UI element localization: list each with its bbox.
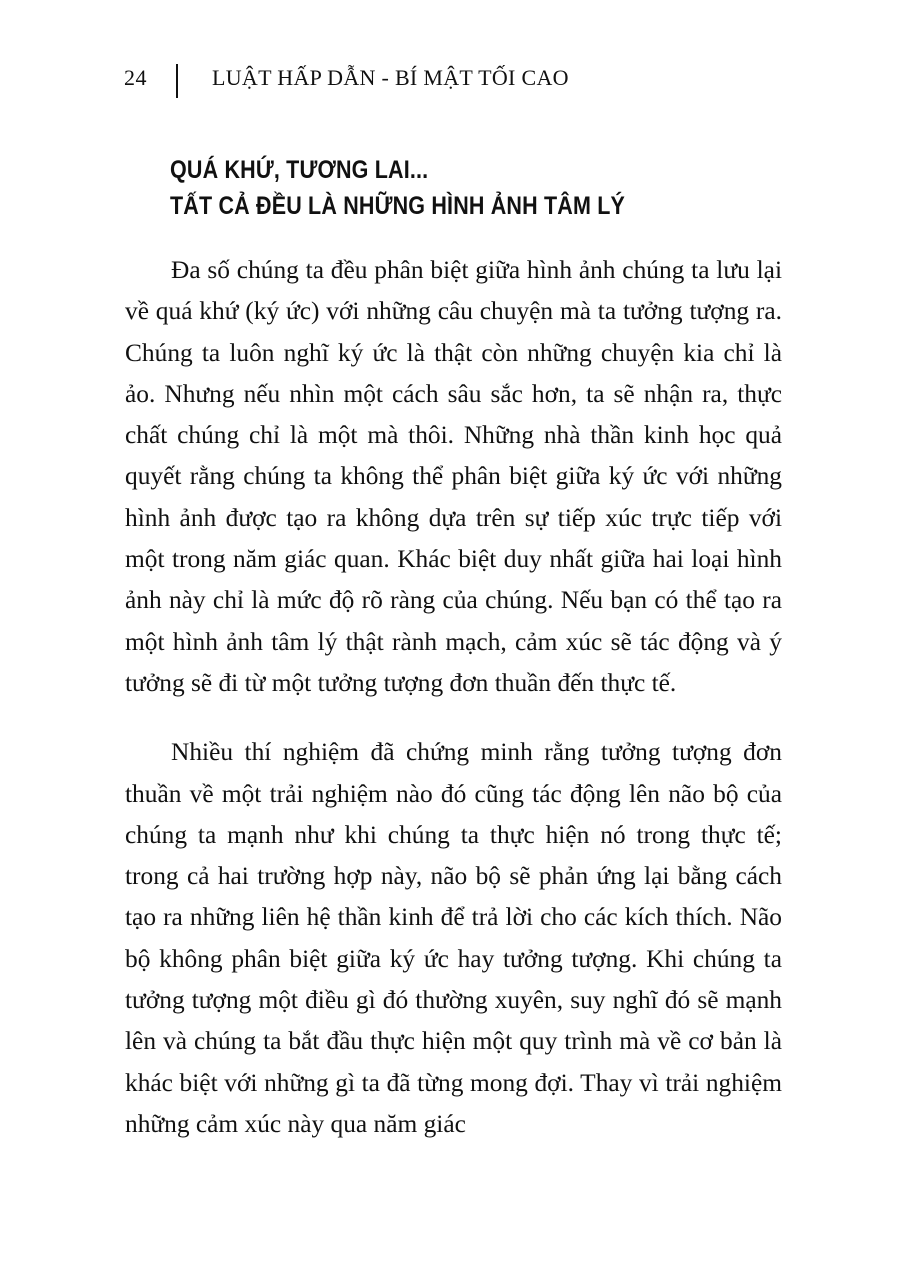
page-number: 24 [124,65,147,90]
section-heading-line-1: QUÁ KHỨ, TƯƠNG LAI... [170,156,429,184]
body-text [125,250,782,1145]
header-divider [176,64,178,98]
paragraph-1: Đa số chúng ta đều phân biệt giữa hình ảnh chúng ta lưu lại về quá khứ (ký ức) với những câu chuyện mà ta tưởng tượng ra. Chúng ta luôn nghĩ ký ức là thật còn những chuyện kia chỉ là ảo. Nhưng nếu nhìn một cách sâu sắc hơn, ta sẽ nhận ra, thực chất chúng chỉ là một mà thôi. Những nhà thần kinh học quả quyết rằng chúng ta không thể phân biệt giữa ký ức với những hình ảnh được tạo ra không dựa trên sự tiếp xúc trực tiếp với một trong năm giác quan. Khác biệt duy nhất giữa hai loại hình ảnh này chỉ là mức độ rõ ràng của chúng. Nếu bạn có thể tạo ra một hình ảnh tâm lý thật rành mạch, cảm xúc sẽ tác động và ý tưởng sẽ đi từ một tưởng tượng đơn thuần đến thực tế. [125,256,782,697]
paragraph-2: Nhiều thí nghiệm đã chứng minh rằng tưởng tượng đơn thuần về một trải nghiệm nào đó cũng tác động lên não bộ của chúng ta mạnh như khi chúng ta thực hiện nó trong thực tế; trong cả hai trường hợp này, não bộ sẽ phản ứng lại bằng cách tạo ra những liên hệ thần kinh để trả lời cho các kích thích. Não bộ không phân biệt giữa ký ức hay tưởng tượng. Khi chúng ta tưởng tượng một điều gì đó thường xuyên, suy nghĩ đó sẽ mạnh lên và chúng ta bắt đầu thực hiện một quy trình mà về cơ bản là khác biệt với những gì ta đã từng mong đợi. Thay vì trải nghiệm những cảm xúc này qua năm giác [125,738,782,1138]
section-heading-line-2: TẤT CẢ ĐỀU LÀ NHỮNG HÌNH ẢNH TÂM LÝ [170,192,626,220]
running-header [124,64,569,98]
section-heading [170,152,720,224]
book-title: LUẬT HẤP DẪN - BÍ MẬT TỐI CAO [212,65,569,90]
